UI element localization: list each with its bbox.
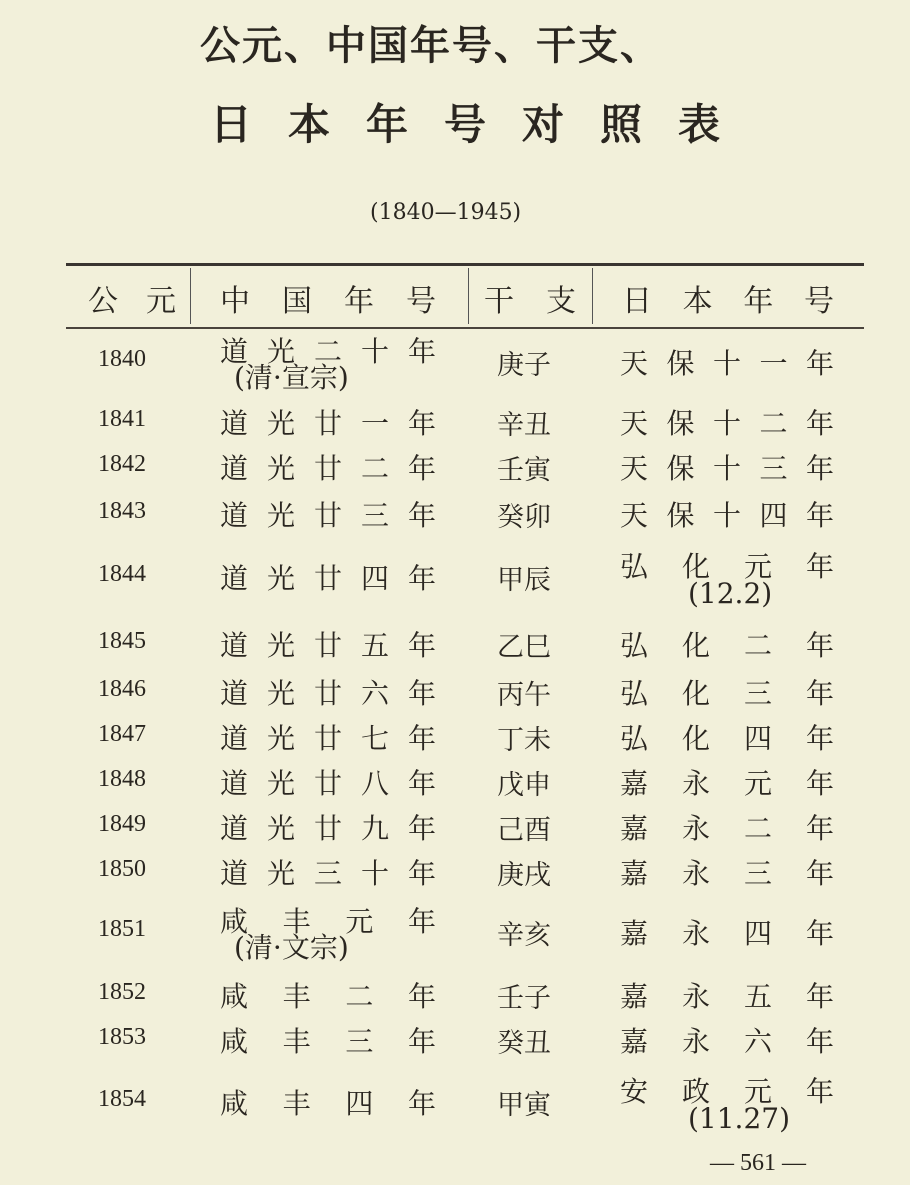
year-cell: 1844 [98, 561, 146, 587]
chinese-era-cell: 道光廿六年 [220, 677, 455, 710]
page-title-line1: 公元、中国年号、干支、 [200, 22, 662, 69]
chinese-era-cell: 道光二十年 [220, 335, 455, 368]
chinese-era-cell: 道光三十年 [220, 857, 455, 890]
table-top-rule [66, 263, 864, 266]
ganzhi-cell: 戊申 [497, 770, 551, 801]
year-cell: 1845 [98, 628, 146, 654]
year-cell: 1852 [98, 979, 146, 1005]
chinese-era-cell: 道光廿七年 [220, 722, 455, 755]
ganzhi-cell: 己酉 [497, 815, 551, 846]
year-cell: 1854 [98, 1086, 146, 1112]
ganzhi-cell: 壬子 [497, 983, 551, 1014]
chinese-era-cell: 道光廿三年 [220, 499, 455, 532]
japanese-era-cell: 弘化二年 [620, 629, 868, 662]
year-cell: 1849 [98, 811, 146, 837]
column-divider [190, 268, 191, 324]
japanese-era-cell: 弘化四年 [620, 722, 868, 755]
emperor-note: (清·宣宗) [234, 361, 349, 394]
ganzhi-cell: 丙午 [497, 680, 551, 711]
chinese-era-cell: 道光廿四年 [220, 562, 455, 595]
header-japanese-era: 日本年号 [622, 284, 865, 319]
ganzhi-cell: 乙巳 [497, 632, 551, 663]
japanese-era-cell: 天保十二年 [620, 407, 853, 440]
column-divider [468, 268, 469, 324]
era-start-date-note: (11.27) [688, 1102, 791, 1135]
japanese-era-cell: 嘉永元年 [620, 767, 868, 800]
year-cell: 1853 [98, 1024, 146, 1050]
column-divider [592, 268, 593, 324]
chinese-era-cell: 道光廿一年 [220, 407, 455, 440]
japanese-era-cell: 弘化三年 [620, 677, 868, 710]
year-range: (1840—1945) [370, 200, 522, 225]
japanese-era-cell: 嘉永三年 [620, 857, 868, 890]
ganzhi-cell: 庚戌 [497, 860, 551, 891]
header-ganzhi: 干支 [484, 284, 608, 319]
page-number: — 561 — [710, 1150, 806, 1176]
ganzhi-cell: 壬寅 [497, 455, 551, 486]
era-start-date-note: (12.2) [688, 577, 773, 610]
header-bottom-rule [66, 327, 864, 329]
ganzhi-cell: 庚子 [497, 350, 551, 381]
japanese-era-cell: 天保十三年 [620, 452, 853, 485]
chinese-era-cell: 咸丰三年 [220, 1025, 471, 1058]
chinese-era-cell: 道光廿五年 [220, 629, 455, 662]
ganzhi-cell: 甲辰 [497, 565, 551, 596]
chinese-era-cell: 道光廿二年 [220, 452, 455, 485]
year-cell: 1848 [98, 766, 146, 792]
year-cell: 1847 [98, 721, 146, 747]
header-chinese-era: 中国年号 [220, 284, 468, 319]
year-cell: 1846 [98, 676, 146, 702]
ganzhi-cell: 癸卯 [497, 502, 551, 533]
japanese-era-cell: 天保十四年 [620, 499, 853, 532]
emperor-note: (清·文宗) [234, 931, 349, 964]
page-title-line2: 日本年号对照表 [210, 100, 756, 149]
ganzhi-cell: 辛亥 [497, 920, 551, 951]
chinese-era-cell: 咸丰元年 [220, 905, 471, 938]
year-cell: 1851 [98, 916, 146, 942]
ganzhi-cell: 辛丑 [497, 410, 551, 441]
chinese-era-cell: 道光廿八年 [220, 767, 455, 800]
chinese-era-cell: 咸丰四年 [220, 1087, 471, 1120]
japanese-era-cell: 弘化元年 [620, 550, 868, 583]
japanese-era-cell: 嘉永四年 [620, 917, 868, 950]
japanese-era-cell: 安政元年 [620, 1075, 868, 1108]
ganzhi-cell: 甲寅 [497, 1090, 551, 1121]
header-gregorian: 公元 [88, 284, 204, 319]
ganzhi-cell: 丁未 [497, 725, 551, 756]
ganzhi-cell: 癸丑 [497, 1028, 551, 1059]
year-cell: 1850 [98, 856, 146, 882]
year-cell: 1841 [98, 406, 146, 432]
year-cell: 1842 [98, 451, 146, 477]
japanese-era-cell: 嘉永六年 [620, 1025, 868, 1058]
chinese-era-cell: 道光廿九年 [220, 812, 455, 845]
japanese-era-cell: 嘉永五年 [620, 980, 868, 1013]
japanese-era-cell: 天保十一年 [620, 347, 853, 380]
year-cell: 1843 [98, 498, 146, 524]
chinese-era-cell: 咸丰二年 [220, 980, 471, 1013]
japanese-era-cell: 嘉永二年 [620, 812, 868, 845]
year-cell: 1840 [98, 346, 146, 372]
